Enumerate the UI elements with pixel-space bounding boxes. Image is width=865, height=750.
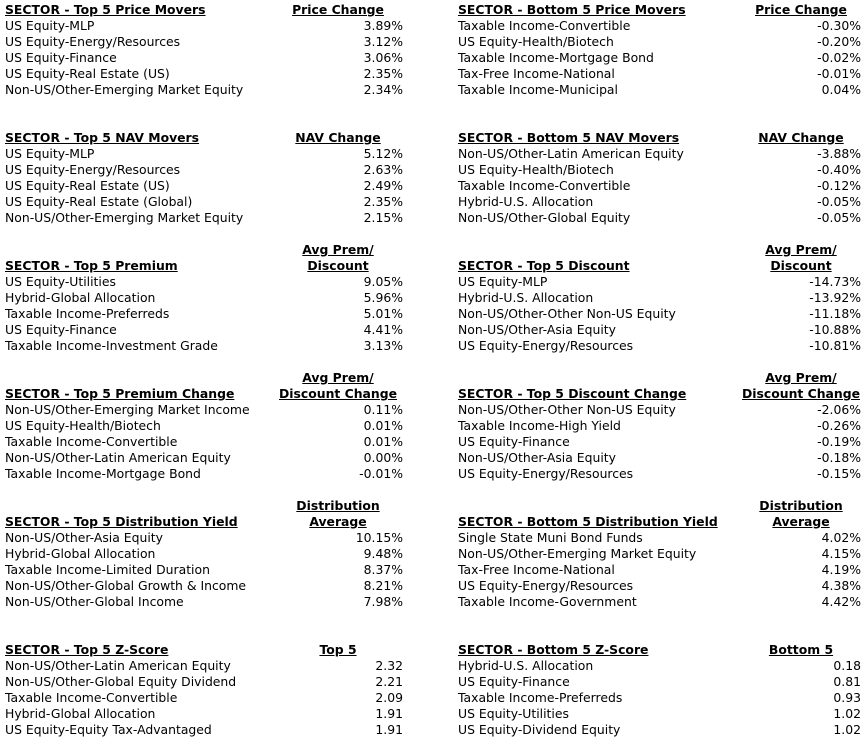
sector-name: US Equity-Health/Biotech	[458, 162, 614, 177]
column-header	[273, 498, 403, 530]
left-table-0	[5, 2, 403, 98]
sector-name: US Equity-Real Estate (Global)	[5, 194, 193, 209]
right-table-1	[458, 130, 861, 226]
table-row	[5, 530, 403, 546]
column-header-line: Price Change	[292, 2, 384, 17]
sector-value: -0.15%	[817, 466, 861, 481]
sector-value: 2.34%	[363, 82, 403, 97]
sector-value: -13.92%	[809, 290, 861, 305]
sector-value: 1.02	[833, 706, 861, 721]
table-row	[458, 162, 861, 178]
table-row	[458, 658, 861, 674]
table-row	[458, 18, 861, 34]
table-row	[5, 450, 403, 466]
table-title: SECTOR - Top 5 Premium Change	[5, 386, 235, 401]
sector-value: 2.35%	[363, 194, 403, 209]
table-row	[458, 194, 861, 210]
sector-name: Taxable Income-Mortgage Bond	[5, 466, 201, 481]
table-row	[5, 674, 403, 690]
sector-value: 0.81	[833, 674, 861, 689]
right-table-5	[458, 642, 861, 738]
sector-name: US Equity-Dividend Equity	[458, 722, 621, 737]
table-row	[5, 162, 403, 178]
table-row	[458, 594, 861, 610]
table-row	[5, 146, 403, 162]
sector-value: -10.88%	[809, 322, 861, 337]
sector-value: 9.05%	[363, 274, 403, 289]
sector-name: US Equity-Health/Biotech	[458, 34, 614, 49]
table-row	[458, 562, 861, 578]
sector-name: Non-US/Other-Emerging Market Equity	[458, 546, 697, 561]
table-row	[458, 722, 861, 738]
table-row	[5, 402, 403, 418]
table-row	[5, 50, 403, 66]
sector-value: 8.21%	[363, 578, 403, 593]
sector-value: 7.98%	[363, 594, 403, 609]
table-row	[5, 418, 403, 434]
sector-name: Non-US/Other-Other Non-US Equity	[458, 306, 676, 321]
sector-name: US Equity-Finance	[458, 674, 570, 689]
table-row	[5, 434, 403, 450]
column-header-line: Average	[772, 514, 830, 529]
sector-name: Non-US/Other-Global Equity	[458, 210, 631, 225]
sector-name: US Equity-Energy/Resources	[5, 34, 181, 49]
sector-name: US Equity-Real Estate (US)	[5, 66, 170, 81]
sector-name: Non-US/Other-Other Non-US Equity	[458, 402, 676, 417]
column-header	[273, 242, 403, 274]
table-header	[5, 642, 403, 658]
table-row	[5, 706, 403, 722]
sector-name: Non-US/Other-Global Growth & Income	[5, 578, 247, 593]
table-row	[458, 290, 861, 306]
sector-name: Single State Muni Bond Funds	[458, 530, 643, 545]
sector-value: -0.40%	[817, 162, 861, 177]
table-title: SECTOR - Top 5 Premium	[5, 258, 178, 273]
sector-value: -0.26%	[817, 418, 861, 433]
sector-name: US Equity-Finance	[458, 434, 570, 449]
table-row	[458, 82, 861, 98]
table-row	[458, 530, 861, 546]
table-row	[5, 562, 403, 578]
sector-value: 3.06%	[363, 50, 403, 65]
sector-name: US Equity-MLP	[5, 18, 95, 33]
table-row	[5, 306, 403, 322]
sector-value: 10.15%	[355, 530, 403, 545]
column-header	[741, 2, 861, 18]
sector-value: 9.48%	[363, 546, 403, 561]
table-row	[5, 338, 403, 354]
sector-value: -0.19%	[817, 434, 861, 449]
column-header	[741, 242, 861, 274]
column-header-line: Distribution	[296, 498, 380, 513]
sector-value: 4.42%	[821, 594, 861, 609]
sector-name: Taxable Income-Convertible	[5, 434, 178, 449]
sector-value: -0.30%	[817, 18, 861, 33]
table-row	[458, 34, 861, 50]
column-header-line: Avg Prem/	[302, 242, 374, 257]
column-header-line: NAV Change	[758, 130, 844, 145]
sector-name: Non-US/Other-Global Equity Dividend	[5, 674, 237, 689]
table-header	[458, 2, 861, 18]
sector-name: US Equity-Energy/Resources	[458, 338, 634, 353]
column-header	[273, 642, 403, 658]
sector-name: Taxable Income-Convertible	[5, 690, 178, 705]
table-row	[458, 690, 861, 706]
sector-name: Taxable Income-Convertible	[458, 18, 631, 33]
column-header-line: Price Change	[755, 2, 847, 17]
left-table-1	[5, 130, 403, 226]
table-row	[458, 466, 861, 482]
table-row	[5, 34, 403, 50]
table-title: SECTOR - Bottom 5 NAV Movers	[458, 130, 680, 145]
table-row	[5, 322, 403, 338]
sector-value: 0.93	[833, 690, 861, 705]
sector-value: -0.01%	[359, 466, 403, 481]
right-table-3	[458, 370, 861, 482]
sector-name: Taxable Income-Preferreds	[5, 306, 170, 321]
column-header	[273, 2, 403, 18]
table-row	[5, 210, 403, 226]
column-header-line: Discount Change	[741, 386, 860, 401]
table-row	[5, 594, 403, 610]
column-header	[741, 642, 861, 658]
column-header	[741, 498, 861, 530]
table-row	[5, 82, 403, 98]
sector-name: Non-US/Other-Emerging Market Income	[5, 402, 250, 417]
column-header-line: Discount Change	[278, 386, 397, 401]
sector-value: -0.05%	[817, 210, 861, 225]
table-row	[5, 690, 403, 706]
sector-name: US Equity-Real Estate (US)	[5, 178, 170, 193]
table-row	[458, 66, 861, 82]
column-header-line: Discount	[307, 258, 369, 273]
sector-value: 8.37%	[363, 562, 403, 577]
table-title: SECTOR - Bottom 5 Z-Score	[458, 642, 649, 657]
table-row	[458, 706, 861, 722]
table-row	[5, 66, 403, 82]
table-row	[458, 274, 861, 290]
table-row	[5, 658, 403, 674]
sector-name: US Equity-Energy/Resources	[5, 162, 181, 177]
sector-value: 3.89%	[363, 18, 403, 33]
sector-name: Hybrid-Global Allocation	[5, 546, 156, 561]
sector-name: US Equity-MLP	[5, 146, 95, 161]
table-title: SECTOR - Top 5 Discount	[458, 258, 630, 273]
table-title: SECTOR - Top 5 Discount Change	[458, 386, 687, 401]
sector-name: Hybrid-Global Allocation	[5, 290, 156, 305]
sector-value: 5.12%	[363, 146, 403, 161]
sector-name: Non-US/Other-Latin American Equity	[5, 658, 231, 673]
column-header-line: Avg Prem/	[765, 370, 837, 385]
sector-value: 0.01%	[363, 418, 403, 433]
table-header	[458, 130, 861, 146]
table-title: SECTOR - Top 5 Z-Score	[5, 642, 169, 657]
sector-value: 4.41%	[363, 322, 403, 337]
column-header-line: Bottom 5	[768, 642, 834, 657]
left-table-2	[5, 242, 403, 354]
column-header	[741, 370, 861, 402]
table-header	[5, 242, 403, 274]
sector-value: 0.00%	[363, 450, 403, 465]
sector-value: 3.13%	[363, 338, 403, 353]
sector-name: Hybrid-U.S. Allocation	[458, 290, 594, 305]
sector-name: Non-US/Other-Asia Equity	[458, 322, 616, 337]
sector-value: -11.18%	[809, 306, 861, 321]
sector-value: -3.88%	[817, 146, 861, 161]
sector-name: Non-US/Other-Emerging Market Equity	[5, 210, 244, 225]
sector-value: 1.91	[375, 706, 403, 721]
sector-name: Hybrid-U.S. Allocation	[458, 658, 594, 673]
column-header-line: Avg Prem/	[302, 370, 374, 385]
table-row	[5, 178, 403, 194]
table-header	[5, 130, 403, 146]
sector-name: Taxable Income-Preferreds	[458, 690, 623, 705]
sector-value: 2.15%	[363, 210, 403, 225]
sector-name: Non-US/Other-Latin American Equity	[458, 146, 684, 161]
table-header	[458, 642, 861, 658]
table-header	[5, 370, 403, 402]
right-table-0	[458, 2, 861, 98]
column-header-line: Distribution	[759, 498, 843, 513]
table-row	[5, 578, 403, 594]
table-row	[458, 418, 861, 434]
left-table-3	[5, 370, 403, 482]
column-header-line: Average	[309, 514, 367, 529]
sector-name: Taxable Income-Convertible	[458, 178, 631, 193]
sector-name: Hybrid-Global Allocation	[5, 706, 156, 721]
sector-value: -0.12%	[817, 178, 861, 193]
sector-name: Tax-Free Income-National	[458, 562, 615, 577]
sector-value: 2.49%	[363, 178, 403, 193]
right-table-4	[458, 498, 861, 610]
sector-name: Non-US/Other-Emerging Market Equity	[5, 82, 244, 97]
sector-name: US Equity-Equity Tax-Advantaged	[5, 722, 212, 737]
table-header	[458, 498, 861, 530]
sector-name: Taxable Income-Mortgage Bond	[458, 50, 654, 65]
table-title: SECTOR - Bottom 5 Price Movers	[458, 2, 686, 17]
table-row	[5, 290, 403, 306]
sector-name: Taxable Income-High Yield	[458, 418, 621, 433]
sector-name: Hybrid-U.S. Allocation	[458, 194, 594, 209]
sector-name: US Equity-Finance	[5, 322, 117, 337]
table-header	[458, 370, 861, 402]
sector-name: Non-US/Other-Asia Equity	[5, 530, 163, 545]
sector-value: 5.01%	[363, 306, 403, 321]
column-header	[741, 130, 861, 146]
sector-value: -0.05%	[817, 194, 861, 209]
table-row	[458, 322, 861, 338]
left-table-5	[5, 642, 403, 738]
sector-value: 0.18	[833, 658, 861, 673]
table-row	[458, 674, 861, 690]
sector-value: 2.09	[375, 690, 403, 705]
sector-value: -0.18%	[817, 450, 861, 465]
column-header-line: NAV Change	[295, 130, 381, 145]
column-header-line: Avg Prem/	[765, 242, 837, 257]
sector-value: 4.15%	[821, 546, 861, 561]
column-header-line: Discount	[770, 258, 832, 273]
table-row	[5, 722, 403, 738]
sector-value: -0.01%	[817, 66, 861, 81]
table-row	[458, 306, 861, 322]
sector-name: Taxable Income-Limited Duration	[5, 562, 210, 577]
table-row	[458, 338, 861, 354]
sector-value: -14.73%	[809, 274, 861, 289]
table-row	[458, 450, 861, 466]
sector-value: -2.06%	[817, 402, 861, 417]
sector-value: 4.19%	[821, 562, 861, 577]
sector-name: Taxable Income-Municipal	[458, 82, 618, 97]
sector-name: US Equity-MLP	[458, 274, 548, 289]
sector-value: 4.02%	[821, 530, 861, 545]
sector-value: 2.63%	[363, 162, 403, 177]
sector-value: 1.91	[375, 722, 403, 737]
table-row	[458, 178, 861, 194]
column-header	[273, 130, 403, 146]
sector-name: US Equity-Utilities	[458, 706, 569, 721]
sector-value: 1.02	[833, 722, 861, 737]
sector-name: US Equity-Energy/Resources	[458, 578, 634, 593]
table-row	[5, 274, 403, 290]
table-title: SECTOR - Top 5 NAV Movers	[5, 130, 200, 145]
column-header-line: Top 5	[319, 642, 357, 657]
sector-value: 2.32	[375, 658, 403, 673]
table-row	[458, 146, 861, 162]
table-row	[458, 402, 861, 418]
table-row	[5, 18, 403, 34]
table-row	[458, 210, 861, 226]
sector-value: -0.20%	[817, 34, 861, 49]
table-row	[458, 50, 861, 66]
sector-value: 5.96%	[363, 290, 403, 305]
sector-value: -10.81%	[809, 338, 861, 353]
table-row	[5, 466, 403, 482]
table-row	[5, 194, 403, 210]
sector-value: 2.21	[375, 674, 403, 689]
sector-value: 0.04%	[821, 82, 861, 97]
sector-value: 0.01%	[363, 434, 403, 449]
sector-name: Tax-Free Income-National	[458, 66, 615, 81]
sector-value: 4.38%	[821, 578, 861, 593]
right-table-2	[458, 242, 861, 354]
sector-value: -0.02%	[817, 50, 861, 65]
table-row	[458, 546, 861, 562]
table-title: SECTOR - Top 5 Distribution Yield	[5, 514, 238, 529]
sector-name: Taxable Income-Investment Grade	[5, 338, 218, 353]
sector-name: US Equity-Health/Biotech	[5, 418, 161, 433]
left-table-4	[5, 498, 403, 610]
table-row	[5, 546, 403, 562]
sector-name: Non-US/Other-Global Income	[5, 594, 184, 609]
sector-value: 3.12%	[363, 34, 403, 49]
table-header	[458, 242, 861, 274]
sector-value: 0.11%	[363, 402, 403, 417]
sector-value: 2.35%	[363, 66, 403, 81]
sector-name: US Equity-Finance	[5, 50, 117, 65]
sector-name: US Equity-Utilities	[5, 274, 116, 289]
table-row	[458, 578, 861, 594]
table-title: SECTOR - Top 5 Price Movers	[5, 2, 206, 17]
table-header	[5, 498, 403, 530]
sector-name: Non-US/Other-Asia Equity	[458, 450, 616, 465]
column-header	[273, 370, 403, 402]
table-title: SECTOR - Bottom 5 Distribution Yield	[458, 514, 718, 529]
sector-name: Non-US/Other-Latin American Equity	[5, 450, 231, 465]
sector-name: Taxable Income-Government	[458, 594, 637, 609]
table-row	[458, 434, 861, 450]
table-header	[5, 2, 403, 18]
sector-name: US Equity-Energy/Resources	[458, 466, 634, 481]
